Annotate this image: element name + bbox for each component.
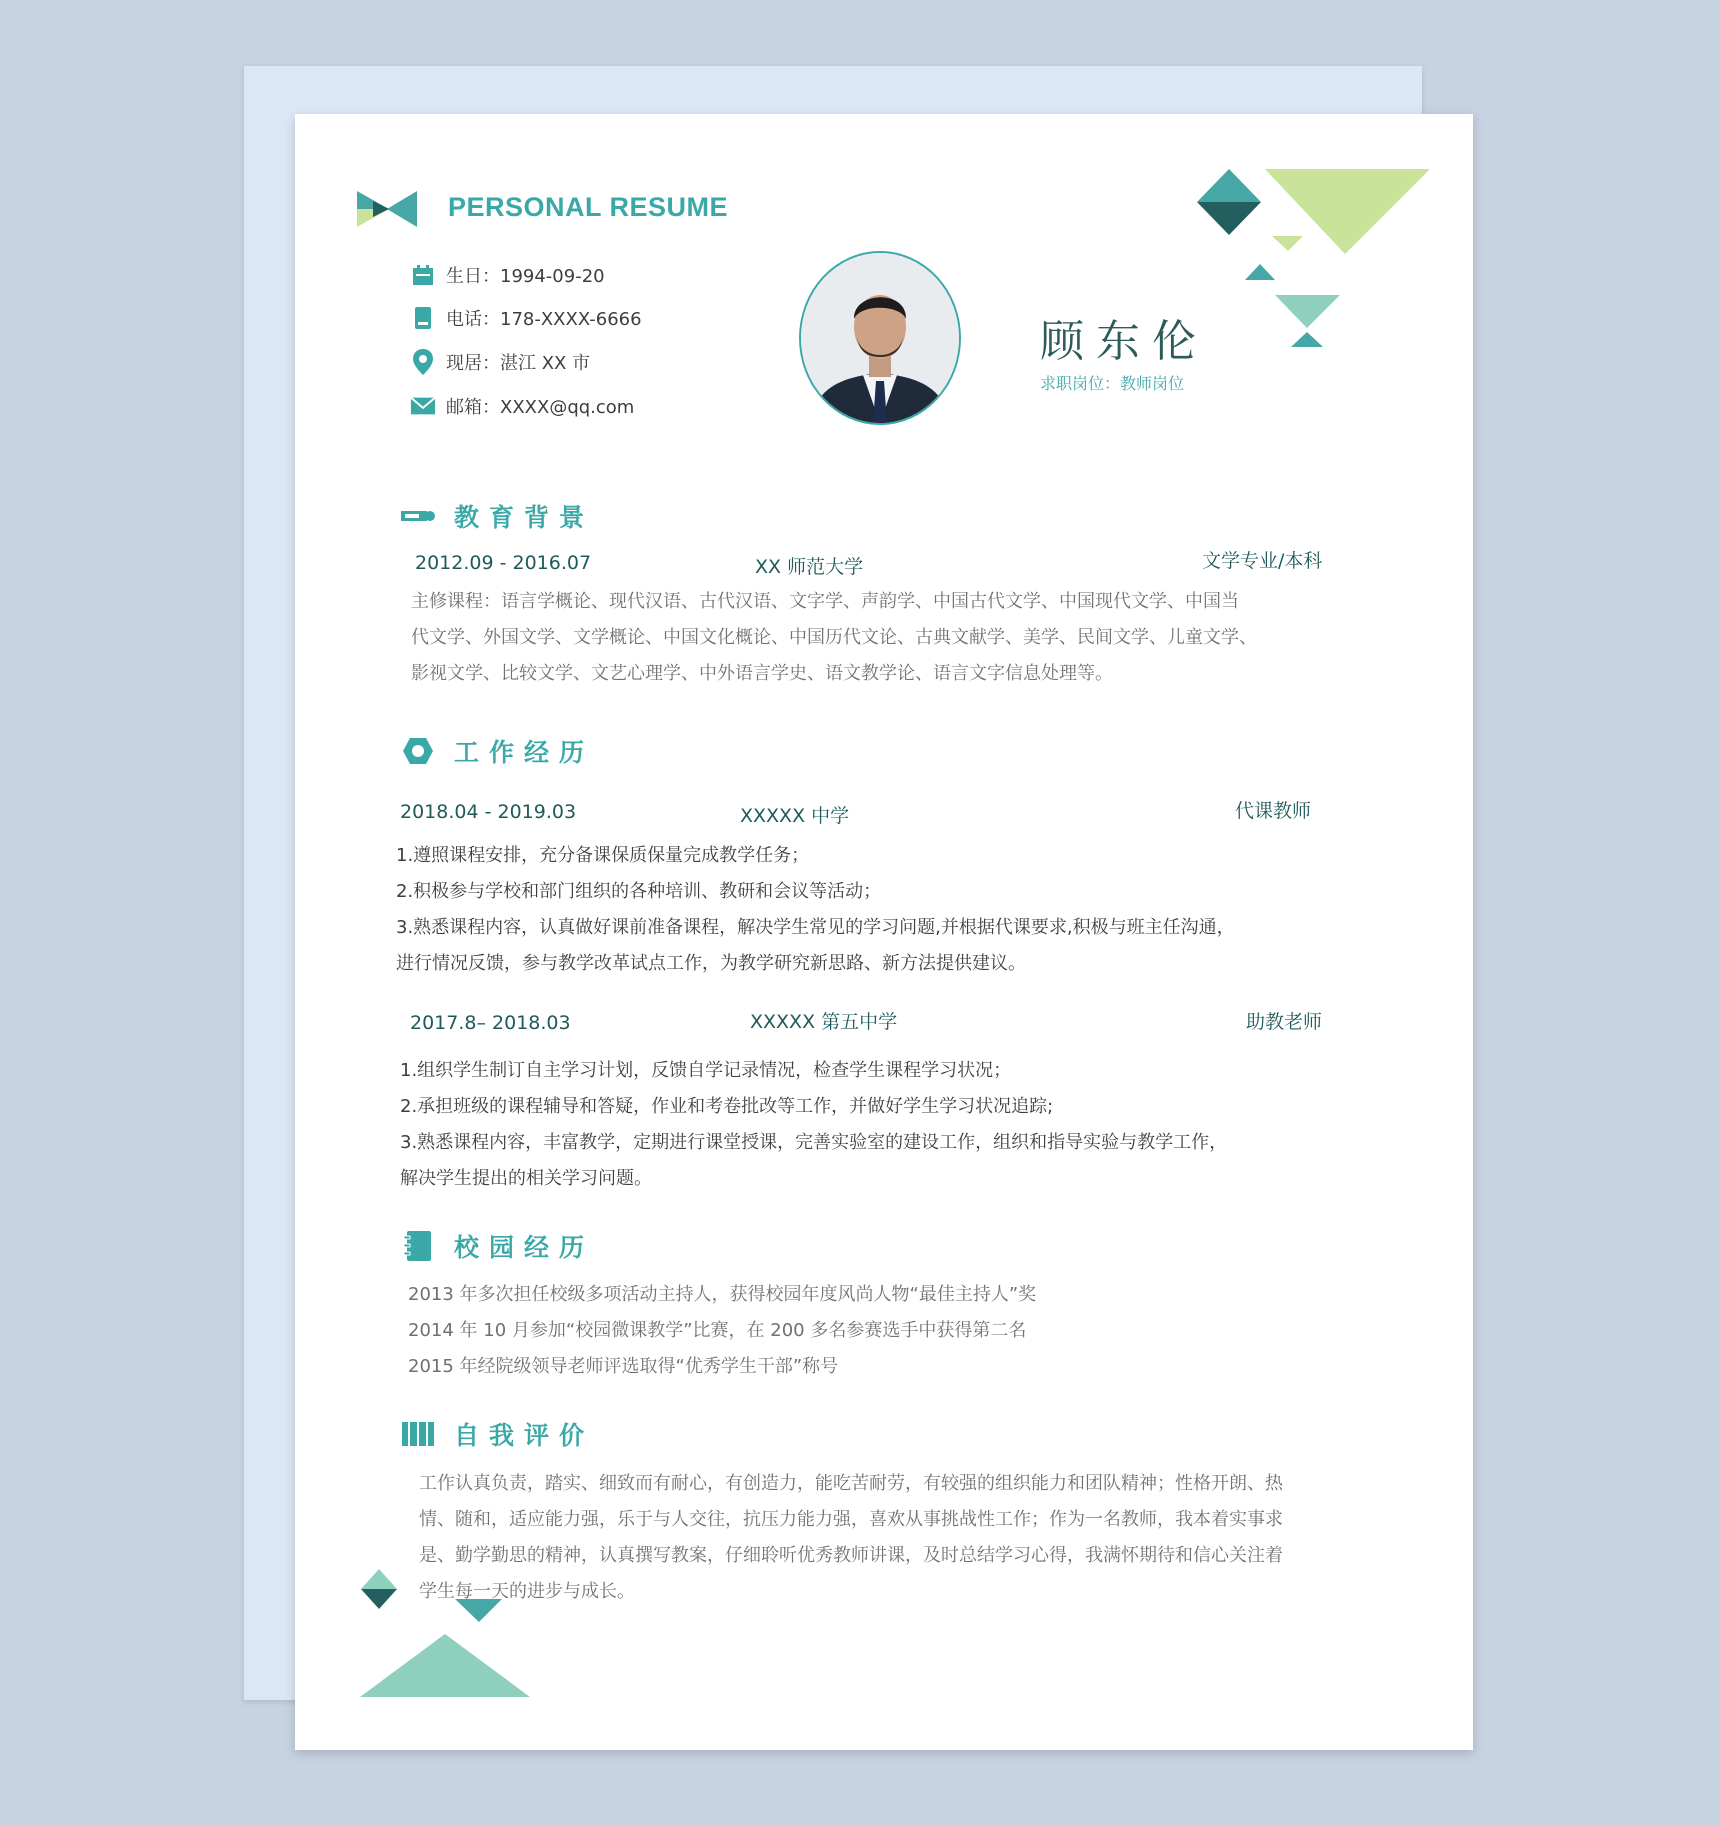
campus-line-2: 2014 年 10 月参加“校园微课教学”比赛，在 200 多名参赛选手中获得第二名: [408, 1320, 1027, 1341]
section-self-header: [400, 1414, 594, 1454]
job-1-org: XXXXX 中学: [740, 805, 850, 827]
education-courses-line-1: 主修课程：语言学概论、现代汉语、古代汉语、文字学、声韵学、中国古代文学、中国现代文学、中国当: [411, 591, 1239, 612]
section-education-header: [400, 496, 594, 536]
job-1-line-2: 2.积极参与学校和部门组织的各种培训、教研和会议等活动；: [396, 881, 882, 902]
avatar-photo: [799, 251, 961, 425]
job-2-role: 助教老师: [1246, 1011, 1323, 1033]
campus-line-3: 2015 年经院级领导老师评选取得“优秀学生干部”称号: [408, 1356, 839, 1377]
self-line-1: 工作认真负责，踏实、细致而有耐心，有创造力，能吃苦耐劳，有较强的组织能力和团队精神；性格开朗、热: [419, 1473, 1283, 1494]
address-text: 现居：湛江 XX 市: [446, 353, 591, 374]
campus-line-1: 2013 年多次担任校级多项活动主持人，获得校园年度风尚人物“最佳主持人”奖: [408, 1284, 1037, 1305]
self-line-2: 情、随和，适应能力强，乐于与人交往，抗压力能力强，喜欢从事挑战性工作；作为一名教师，我本着实事求: [419, 1509, 1283, 1530]
envelope-icon: [410, 393, 436, 419]
education-major: 文学专业/本科: [1202, 550, 1323, 572]
phone-icon: [410, 305, 436, 331]
job-1-line-3: 3.熟悉课程内容，认真做好课前准备课程，解决学生常见的学习问题,并根据代课要求,积极与班主任沟通，: [396, 917, 1235, 938]
education-period: 2012.09 - 2016.07: [415, 552, 592, 574]
job-1-line-4: 进行情况反馈，参与教学改革试点工作，为教学研究新思路、新方法提供建议。: [396, 953, 1026, 974]
hexagon-icon: [400, 735, 436, 767]
info-birth: [410, 260, 605, 290]
job-2-line-3: 3.熟悉课程内容，丰富教学，定期进行课堂授课，完善实验室的建设工作，组织和指导实验与教学工作，: [400, 1132, 1228, 1153]
graduation-scroll-icon: [400, 500, 436, 532]
calendar-icon: [410, 262, 436, 288]
education-school: XX 师范大学: [755, 556, 864, 578]
info-address: [410, 347, 590, 377]
section-campus-header: [400, 1226, 594, 1266]
job-2-org: XXXXX 第五中学: [750, 1011, 898, 1033]
education-courses-line-2: 代文学、外国文学、文学概论、中国文化概论、中国历代文论、古典文献学、美学、民间文学、儿童文学、: [411, 627, 1257, 648]
education-courses-line-3: 影视文学、比较文学、文艺心理学、中外语言学史、语文教学论、语言文字信息处理等。: [411, 663, 1113, 684]
job-1-line-1: 1.遵照课程安排，充分备课保质保量完成教学任务；: [396, 845, 810, 866]
section-work-header: [400, 731, 594, 771]
section-work-title: 工作经历: [454, 738, 595, 767]
section-self-title: 自我评价: [454, 1421, 595, 1450]
self-line-4: 学生每一天的进步与成长。: [419, 1581, 635, 1602]
job-2-line-4: 解决学生提出的相关学习问题。: [400, 1168, 652, 1189]
resume-title: PERSONAL RESUME: [448, 192, 729, 222]
phone-text: 电话：178-XXXX-6666: [446, 309, 642, 330]
birth-text: 生日：1994-09-20: [446, 266, 605, 287]
title-bowtie-icon: [355, 189, 417, 229]
section-campus-title: 校园经历: [454, 1233, 595, 1262]
location-pin-icon: [410, 349, 436, 375]
job-target: 求职岗位：教师岗位: [1040, 374, 1185, 393]
open-book-icon: [400, 1418, 436, 1450]
job-2-line-2: 2.承担班级的课程辅导和答疑，作业和考卷批改等工作，并做好学生学习状况追踪;: [400, 1096, 1054, 1117]
section-education-title: 教育背景: [454, 503, 595, 532]
info-email: [410, 391, 634, 421]
notebook-icon: [400, 1230, 436, 1262]
resume-page: [295, 114, 1473, 1750]
job-2-line-1: 1.组织学生制订自主学习计划，反馈自学记录情况，检查学生课程学习状况；: [400, 1060, 1012, 1081]
job-1-role: 代课教师: [1235, 800, 1312, 822]
info-phone: [410, 303, 642, 333]
self-line-3: 是、勤学勤思的精神，认真撰写教案，仔细聆听优秀教师讲课，及时总结学习心得，我满怀期待和信心关注着: [419, 1545, 1283, 1566]
job-2-period: 2017.8– 2018.03: [410, 1012, 571, 1034]
candidate-name: 顾东伦: [1040, 316, 1208, 367]
job-1-period: 2018.04 - 2019.03: [400, 801, 577, 823]
email-text: 邮箱：XXXX@qq.com: [446, 397, 635, 418]
